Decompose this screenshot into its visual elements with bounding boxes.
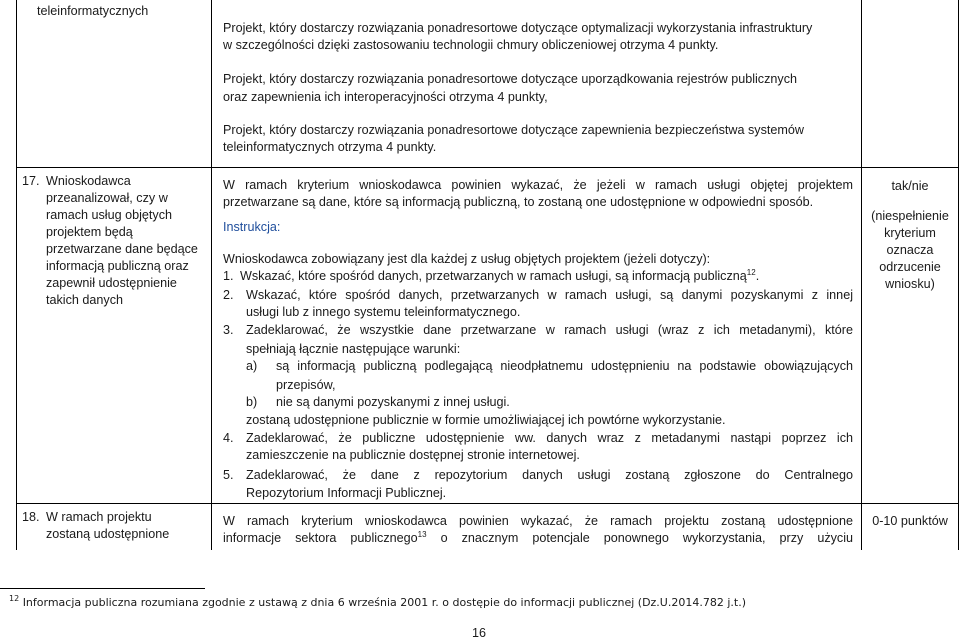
score-line: oznacza bbox=[886, 243, 934, 257]
footnote bbox=[9, 596, 746, 609]
criterion-line: projektem będą bbox=[46, 225, 133, 239]
criterion-name-cont: teleinformatycznych bbox=[37, 4, 149, 18]
text-line: Wnioskodawca zobowiązany jest dla każdej z usług objętych projektem (jeżeli dotyczy): bbox=[223, 252, 711, 266]
score: 0-10 punktów bbox=[872, 514, 948, 528]
footnote-ref-13: 13 bbox=[417, 530, 427, 539]
criterion-line: W ramach projektu bbox=[46, 510, 152, 524]
text-line: Projekt, który dostarczy rozwiązania ponadresortowe dotyczące optymalizacji wykorzystania infrastruktury bbox=[223, 21, 813, 35]
criterion-line: zapewnił udostępnienie bbox=[46, 276, 177, 290]
list-item-5-cont: Repozytorium Informacji Publicznej. bbox=[246, 486, 447, 500]
text-line: W ramach kryterium wnioskodawca powinien wykazać, że ramach projektu zostaną udostępnione bbox=[223, 514, 853, 528]
text-line: W ramach kryterium wnioskodawca powinien wykazać, że jeżeli w ramach usługi objętej projektem bbox=[223, 178, 853, 192]
score-line: kryterium bbox=[884, 226, 936, 240]
list-number: 2. bbox=[223, 288, 234, 302]
score-line: (niespełnienie bbox=[871, 209, 949, 223]
row-number: 17. bbox=[22, 174, 40, 188]
table-border-left bbox=[16, 0, 17, 550]
list-item-4-cont: zamieszczenie na publicznie dostępnej stronie internetowej. bbox=[246, 448, 580, 462]
text-line: teleinformatycznych otrzyma 4 punkty. bbox=[223, 140, 437, 154]
column-divider-1 bbox=[211, 0, 212, 550]
list-item-3-cont: spełniają łącznie następujące warunki: bbox=[246, 342, 461, 356]
row-number: 18. bbox=[22, 510, 40, 524]
footnote-separator bbox=[0, 588, 205, 589]
table-border-right bbox=[958, 0, 959, 550]
score-line: odrzucenie bbox=[879, 260, 941, 274]
criterion-line: Wnioskodawca bbox=[46, 174, 131, 188]
score-line: wniosku) bbox=[885, 277, 935, 291]
footnote-ref-12: 12 bbox=[746, 268, 756, 277]
row-divider-17 bbox=[16, 167, 959, 168]
sublist-item-a: są informacją publiczną podlegającą nieodpłatnemu udostępnieniu na podstawie obowiązujących bbox=[276, 359, 853, 373]
text-line bbox=[223, 530, 853, 547]
sublist-item-a-cont: przepisów, bbox=[276, 378, 336, 392]
list-item-2-cont: usługi lub z innego systemu teleinformatycznego. bbox=[246, 305, 521, 319]
list-item-5: Zadeklarować, że dane z repozytorium danych usługi zostaną zgłoszone do Centralnego bbox=[246, 468, 853, 482]
criterion-line: zostaną udostępnione bbox=[46, 527, 170, 541]
criterion-line: przetwarzane dane będące bbox=[46, 242, 198, 256]
sublist-item-b: nie są danymi pozyskanymi z innej usługi. bbox=[276, 395, 510, 409]
footnote-text: Informacja publiczna rozumiana zgodnie z ustawą z dnia 6 września 2001 r. o dostępie do informacji publicznej (Dz.U.2014.782 j.t.) bbox=[22, 596, 746, 609]
list-number: 3. bbox=[223, 323, 234, 337]
text-line: Projekt, który dostarczy rozwiązania ponadresortowe dotyczące zapewnienia bezpieczeństwa systemów bbox=[223, 123, 804, 137]
list-item-text: Wskazać, które spośród danych, przetwarzanych w ramach usługi, są informacją publiczną bbox=[240, 269, 747, 283]
criterion-line: przeanalizował, czy w bbox=[46, 191, 168, 205]
footnote-number: 12 bbox=[9, 594, 20, 603]
list-item-4: Zadeklarować, że publiczne udostępnienie ww. danych wraz z metadanymi nastąpi poprzez ich bbox=[246, 431, 853, 445]
page-number: 16 bbox=[472, 626, 487, 640]
list-number: 4. bbox=[223, 431, 234, 445]
criterion-line: ramach usług objętych bbox=[46, 208, 173, 222]
text-span: informacje sektora publicznego bbox=[223, 531, 418, 545]
score-line: tak/nie bbox=[891, 179, 929, 193]
list-item-3-tail: zostaną udostępnione publicznie w formie umożliwiającej ich powtórne wykorzystanie. bbox=[246, 413, 726, 427]
sublist-label: a) bbox=[246, 359, 258, 373]
text-line: przetwarzane są dane, które są informacją publiczną, to zostaną one udostępnione w odpowiedni sposób. bbox=[223, 195, 814, 209]
text-line: oraz zapewnienia ich interoperacyjności otrzyma 4 punkty, bbox=[223, 90, 548, 104]
instruction-heading: Instrukcja: bbox=[223, 220, 281, 234]
list-item-1 bbox=[240, 268, 759, 285]
sublist-label: b) bbox=[246, 395, 258, 409]
period: . bbox=[755, 269, 760, 283]
text-span: o znacznym potencjale ponownego wykorzystania, przy użyciu bbox=[440, 531, 854, 545]
list-number: 1. bbox=[223, 269, 234, 283]
text-line: w szczególności dzięki zastosowaniu technologii chmury obliczeniowej otrzyma 4 punkty. bbox=[223, 38, 719, 52]
text-line: Projekt, który dostarczy rozwiązania ponadresortowe dotyczące uporządkowania rejestrów publicznych bbox=[223, 72, 797, 86]
list-number: 5. bbox=[223, 468, 234, 482]
row-divider-18 bbox=[16, 503, 959, 504]
list-item-3: Zadeklarować, że wszystkie dane przetwarzane w ramach usługi (wraz z ich metadanymi), które bbox=[246, 323, 853, 337]
criterion-line: takich danych bbox=[46, 293, 124, 307]
criterion-line: informacją publiczną oraz bbox=[46, 259, 189, 273]
list-item-2: Wskazać, które spośród danych, przetwarzanych w ramach usługi, są danymi pozyskanymi z innej bbox=[246, 288, 853, 302]
